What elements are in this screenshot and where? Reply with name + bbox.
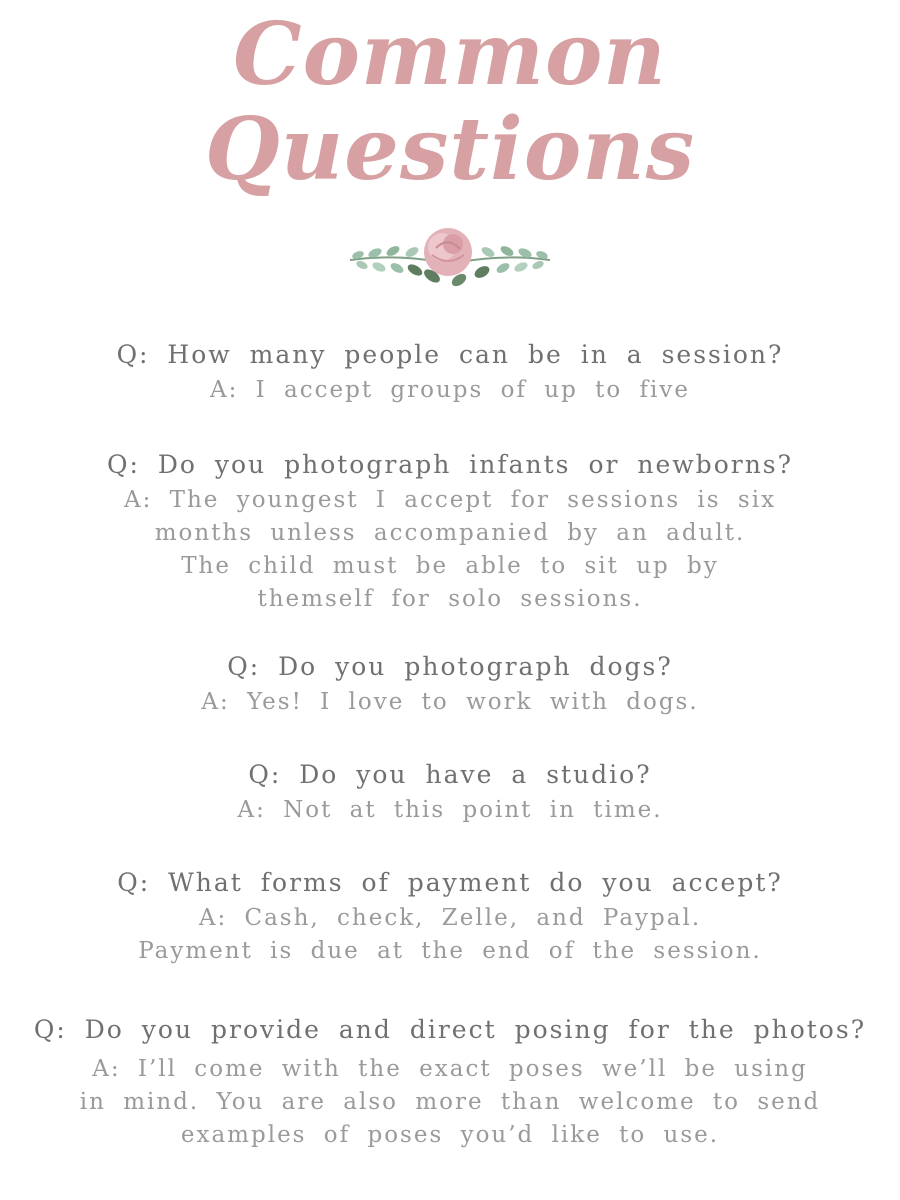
faq-answer-line: months unless accompanied by an adult. bbox=[154, 520, 746, 546]
faq-item bbox=[0, 1011, 900, 1152]
faq-question: Q: Do you photograph dogs? bbox=[227, 652, 673, 681]
faq-answer bbox=[0, 794, 900, 827]
faq-answer bbox=[0, 484, 900, 616]
faq-item bbox=[0, 864, 900, 968]
faq-answer bbox=[0, 374, 900, 407]
faq-answer bbox=[0, 686, 900, 719]
faq-answer-line: in mind. You are also more than welcome to send bbox=[79, 1089, 821, 1115]
faq-item bbox=[0, 336, 900, 407]
faq-question: Q: Do you have a studio? bbox=[248, 760, 652, 789]
faq-answer-line: themself for solo sessions. bbox=[257, 586, 643, 612]
rose-with-eucalyptus-icon bbox=[340, 222, 560, 298]
faq-question: Q: Do you photograph infants or newborns? bbox=[106, 450, 794, 479]
page-title-line-1: Common bbox=[233, 4, 667, 105]
faq-answer-line: A: Cash, check, Zelle, and Paypal. bbox=[198, 905, 702, 931]
faq-answer-line: The child must be able to sit up by bbox=[181, 553, 719, 579]
faq-answer-line: examples of poses you’d like to use. bbox=[180, 1122, 720, 1148]
faq-answer-line: A: I accept groups of up to five bbox=[209, 377, 691, 403]
faq-item bbox=[0, 756, 900, 827]
faq-answer-line: A: Not at this point in time. bbox=[237, 797, 663, 823]
faq-answer-line: A: Yes! I love to work with dogs. bbox=[201, 689, 699, 715]
faq-question: Q: How many people can be in a session? bbox=[116, 340, 784, 369]
faq-answer-line: Payment is due at the end of the session. bbox=[138, 938, 762, 964]
faq-answer bbox=[0, 1053, 900, 1152]
faq-item bbox=[0, 648, 900, 719]
faq-answer-line: A: The youngest I accept for sessions is six bbox=[123, 487, 777, 513]
page-title-line-2: Questions bbox=[204, 99, 696, 200]
faq-answer bbox=[0, 902, 900, 968]
faq-answer-line: A: I’ll come with the exact poses we’ll be using bbox=[92, 1056, 808, 1082]
faq-item bbox=[0, 446, 900, 616]
faq-question: Q: Do you provide and direct posing for the photos? bbox=[33, 1015, 867, 1044]
faq-question: Q: What forms of payment do you accept? bbox=[117, 868, 783, 897]
